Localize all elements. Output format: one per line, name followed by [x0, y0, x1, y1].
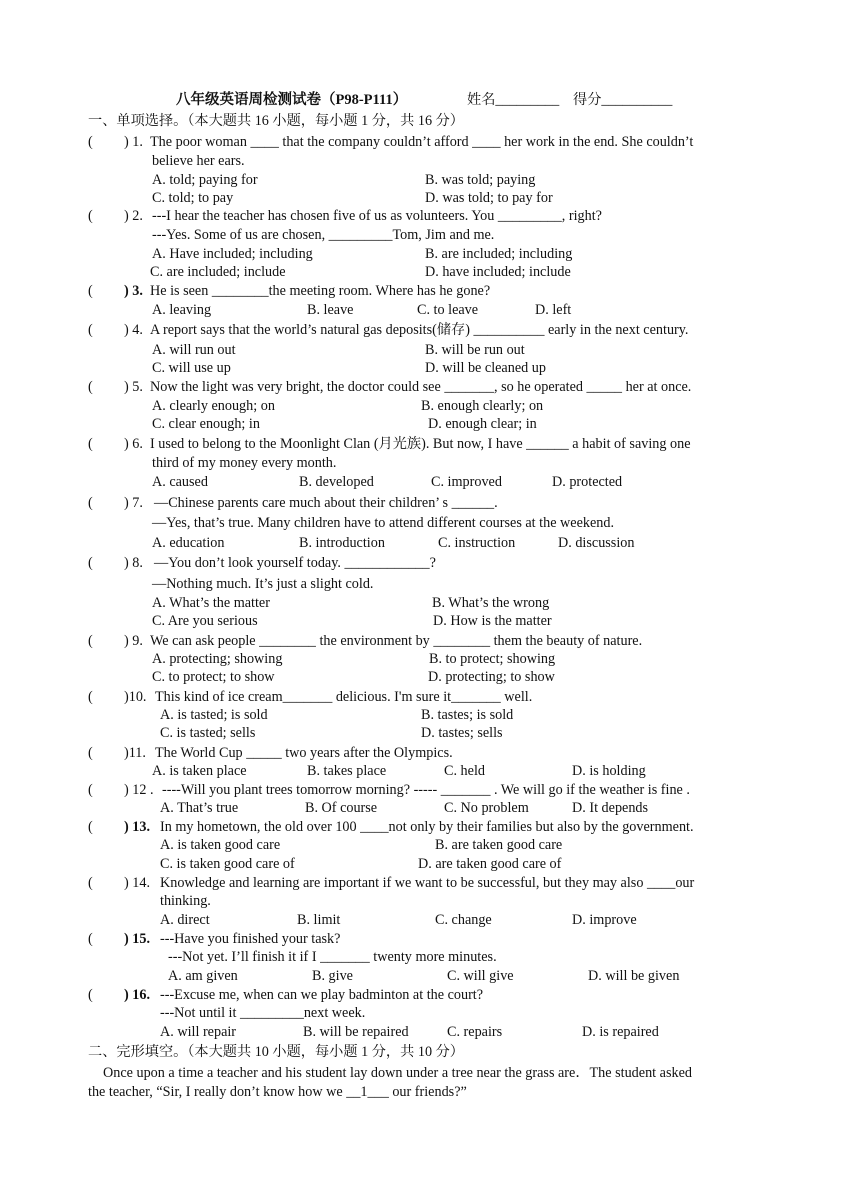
question-number: )11. — [124, 745, 146, 761]
option-c: C. held — [444, 763, 485, 779]
question-text: The poor woman ____ that the company couldn’t afford ____ her work in the end. She couldn’t — [150, 134, 694, 150]
question-number: )10. — [124, 689, 147, 705]
question-text: —You don’t look yourself today. ____________? — [154, 555, 436, 571]
answer-paren: ( — [88, 555, 93, 571]
answer-paren: ( — [88, 322, 93, 338]
question-text: I used to belong to the Moonlight Clan (月光族). But now, I have ______ a habit of saving one — [150, 436, 691, 452]
option-c: C. repairs — [447, 1024, 503, 1040]
option-a: A. protecting; showing — [152, 651, 283, 667]
question-text: This kind of ice cream_______ delicious. I'm sure it_______ well. — [155, 689, 533, 705]
question-text: The World Cup _____ two years after the Olympics. — [155, 745, 453, 761]
question-text: ---Excuse me, when can we play badminton at the court? — [160, 987, 484, 1003]
option-a: A. told; paying for — [152, 172, 258, 188]
question-text: ---I hear the teacher has chosen five of us as volunteers. You _________, right? — [152, 208, 602, 224]
question-number: ) 2. — [124, 208, 143, 224]
option-d: D. protected — [552, 474, 623, 490]
question-text: —Nothing much. It’s just a slight cold. — [152, 576, 374, 592]
name-field-label: 姓名_________ — [467, 92, 560, 108]
option-d: D. is holding — [572, 763, 646, 779]
option-a: A. is taken good care — [160, 837, 281, 853]
option-c: C. instruction — [438, 535, 516, 551]
option-d: D. are taken good care of — [418, 856, 562, 872]
question-number: ) 16. — [124, 987, 151, 1003]
option-b: B. are taken good care — [435, 837, 563, 853]
option-b: B. leave — [307, 302, 354, 318]
option-c: C. will give — [447, 968, 514, 984]
question-number: ) 1. — [124, 134, 143, 150]
question-text: A report says that the world’s natural gas deposits(储存) __________ early in the next century. — [150, 322, 689, 338]
option-b: B. introduction — [299, 535, 385, 551]
answer-paren: ( — [88, 134, 93, 150]
question-text: —Chinese parents care much about their children’ s ______. — [154, 495, 498, 511]
question-text: thinking. — [160, 893, 211, 909]
option-b: B. What’s the wrong — [432, 595, 550, 611]
option-b: B. will be repaired — [303, 1024, 409, 1040]
answer-paren: ( — [88, 782, 93, 798]
option-c: C. is taken good care of — [160, 856, 295, 872]
question-number: ) 13. — [124, 819, 151, 835]
question-text: He is seen ________the meeting room. Where has he gone? — [150, 283, 491, 299]
question-text: ---Have you finished your task? — [160, 931, 341, 947]
answer-paren: ( — [88, 283, 93, 299]
answer-paren: ( — [88, 436, 93, 452]
option-a: A. is tasted; is sold — [160, 707, 268, 723]
option-a: A. clearly enough; on — [152, 398, 275, 414]
question-text: Knowledge and learning are important if we want to be successful, but they may also ____our — [160, 875, 695, 891]
question-text: ---Yes. Some of us are chosen, _________Tom, Jim and me. — [152, 227, 495, 243]
option-b: B. takes place — [307, 763, 387, 779]
question-number: ) 14. — [124, 875, 151, 891]
option-d: D. was told; to pay for — [425, 190, 553, 206]
option-a: A. What’s the matter — [152, 595, 270, 611]
question-number: ) 5. — [124, 379, 143, 395]
option-c: C. No problem — [444, 800, 529, 816]
section2-heading: 二、完形填空。（本大题共 10 小题，每小题 1 分，共 10 分） — [88, 1044, 464, 1060]
answer-paren: ( — [88, 379, 93, 395]
section1-heading: 一、单项选择。（本大题共 16 小题，每小题 1 分，共 16 分） — [88, 113, 464, 129]
option-c: C. are included; include — [150, 264, 286, 280]
question-text: believe her ears. — [152, 153, 245, 169]
answer-paren: ( — [88, 495, 93, 511]
option-d: D. improve — [572, 912, 637, 928]
option-a: A. direct — [160, 912, 210, 928]
answer-paren: ( — [88, 208, 93, 224]
answer-paren: ( — [88, 819, 93, 835]
exam-title: 八年级英语周检测试卷（P98-P111） — [176, 92, 408, 108]
score-field-label: 得分__________ — [573, 92, 673, 108]
option-d: D. discussion — [558, 535, 635, 551]
option-b: B. was told; paying — [425, 172, 536, 188]
answer-paren: ( — [88, 875, 93, 891]
option-b: B. tastes; is sold — [421, 707, 514, 723]
option-c: C. Are you serious — [152, 613, 258, 629]
cloze-passage-line: Once upon a time a teacher and his student lay down under a tree near the grass are．The student asked — [103, 1065, 692, 1081]
question-number: ) 8. — [124, 555, 143, 571]
question-text: —Yes, that’s true. Many children have to attend different courses at the weekend. — [152, 515, 615, 531]
option-a: A. leaving — [152, 302, 212, 318]
option-b: B. give — [312, 968, 353, 984]
option-b: B. limit — [297, 912, 341, 928]
answer-paren: ( — [88, 745, 93, 761]
option-b: B. will be run out — [425, 342, 525, 358]
option-a: A. will run out — [152, 342, 236, 358]
option-d: D. will be cleaned up — [425, 360, 546, 376]
answer-paren: ( — [88, 931, 93, 947]
option-c: C. is tasted; sells — [160, 725, 256, 741]
option-a: A. will repair — [160, 1024, 237, 1040]
answer-paren: ( — [88, 689, 93, 705]
question-text: We can ask people ________ the environment by ________ them the beauty of nature. — [150, 633, 643, 649]
question-number: ) 9. — [124, 633, 143, 649]
option-c: C. will use up — [152, 360, 231, 376]
option-d: D. left — [535, 302, 572, 318]
option-a: A. is taken place — [152, 763, 247, 779]
question-text: ---Not until it _________next week. — [160, 1005, 366, 1021]
question-text: Now the light was very bright, the doctor could see _______, so he operated _____ her at once. — [150, 379, 692, 395]
option-d: D. have included; include — [425, 264, 571, 280]
question-number: ) 3. — [124, 283, 143, 299]
option-a: A. education — [152, 535, 225, 551]
question-text: third of my money every month. — [152, 455, 337, 471]
question-text: ---Not yet. I’ll finish it if I _______ twenty more minutes. — [168, 949, 497, 965]
option-c: C. clear enough; in — [152, 416, 260, 432]
option-a: A. am given — [168, 968, 238, 984]
option-b: B. enough clearly; on — [421, 398, 544, 414]
question-number: ) 6. — [124, 436, 143, 452]
option-c: C. told; to pay — [152, 190, 234, 206]
option-b: B. developed — [299, 474, 374, 490]
option-d: D. will be given — [588, 968, 680, 984]
question-number: ) 15. — [124, 931, 151, 947]
option-c: C. to protect; to show — [152, 669, 275, 685]
option-b: B. to protect; showing — [429, 651, 556, 667]
question-number: ) 4. — [124, 322, 143, 338]
option-c: C. change — [435, 912, 492, 928]
option-c: C. to leave — [417, 302, 479, 318]
option-b: B. are included; including — [425, 246, 573, 262]
question-number: ) 7. — [124, 495, 143, 511]
option-a: A. That’s true — [160, 800, 239, 816]
question-number: ) 12 . — [124, 782, 154, 798]
option-a: A. Have included; including — [152, 246, 313, 262]
option-c: C. improved — [431, 474, 502, 490]
option-d: D. It depends — [572, 800, 649, 816]
option-d: D. protecting; to show — [428, 669, 555, 685]
question-text: In my hometown, the old over 100 ____not only by their families but also by the government. — [160, 819, 694, 835]
option-d: D. tastes; sells — [421, 725, 503, 741]
answer-paren: ( — [88, 633, 93, 649]
option-d: D. enough clear; in — [428, 416, 537, 432]
question-text: ----Will you plant trees tomorrow morning? ----- _______ . We will go if the weather is fine . — [162, 782, 690, 798]
option-d: D. is repaired — [582, 1024, 659, 1040]
option-b: B. Of course — [305, 800, 378, 816]
option-a: A. caused — [152, 474, 208, 490]
cloze-passage-line: the teacher, “Sir, I really don’t know how we __1___ our friends?” — [88, 1084, 467, 1100]
option-d: D. How is the matter — [433, 613, 552, 629]
answer-paren: ( — [88, 987, 93, 1003]
